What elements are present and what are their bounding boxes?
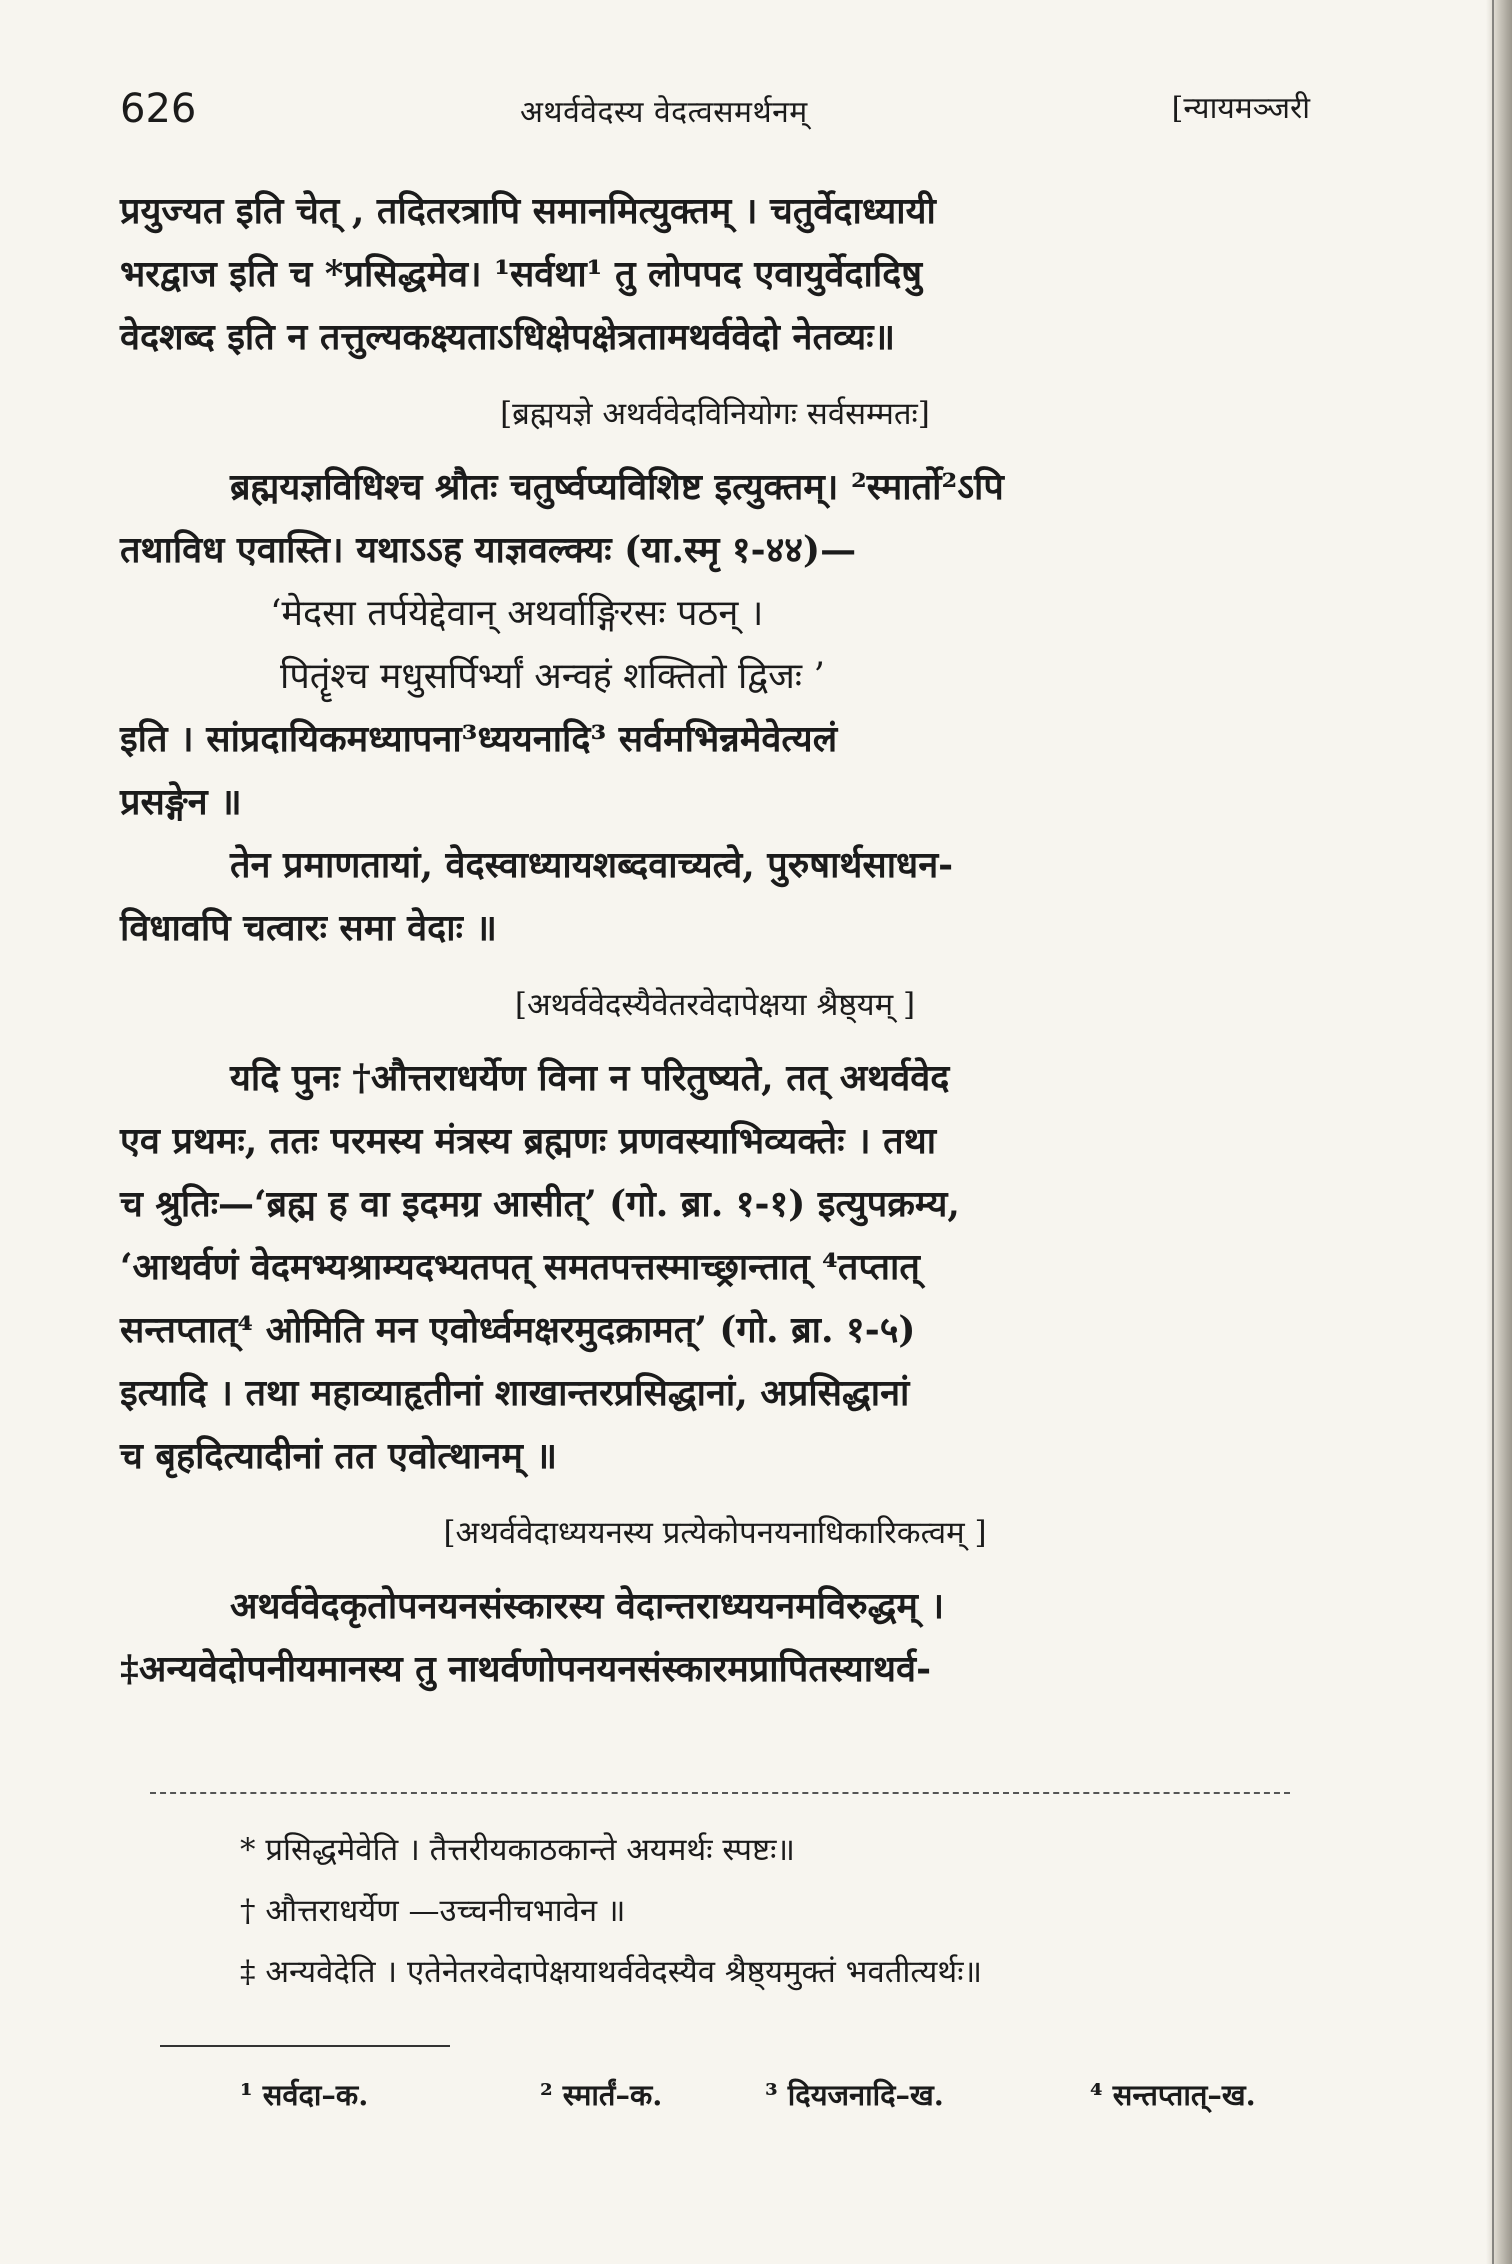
paragraph-5 [120, 1047, 1310, 1488]
footnotes [240, 1820, 1310, 2003]
variant-4: ⁴ सन्तप्तात्–ख. [1090, 2078, 1256, 2112]
running-title: अथर्ववेदस्य वेदत्वसमर्थनम् [520, 95, 808, 130]
verse-line-2: पितॄंश्च मधुसर्पिर्भ्यां अन्वहं शक्तितो द्विजः ’ [280, 656, 825, 697]
main-text [120, 180, 1310, 1701]
section-heading-1: [ब्रह्मयज्ञे अथर्ववेदविनियोगः सर्वसम्मतः] [500, 396, 930, 432]
variant-readings [240, 2075, 1300, 2125]
page-header [120, 86, 1310, 146]
paragraph-1 [120, 180, 1310, 369]
variant-2: ² स्मार्तं–क. [540, 2078, 663, 2112]
text-line: भरद्वाज इति च *प्रसिद्धमेव। ¹सर्वथा¹ तु लोपपद एवायुर्वेदादिषु [120, 253, 923, 295]
paragraph-2 [120, 456, 1310, 582]
variant-divider [160, 2045, 450, 2047]
text-line: अथर्ववेदकृतोपनयनसंस्कारस्य वेदान्तराध्ययनमविरुद्धम् । [230, 1585, 945, 1627]
text-line: ‘आथर्वणं वेदमभ्यश्राम्यदभ्यतपत् समतपत्तस्माच्छ्रान्तात् ⁴तप्तात् [120, 1246, 920, 1288]
text-line: एव प्रथमः, ततः परमस्य मंत्रस्य ब्रह्मणः प्रणवस्याभिव्यक्तेः । तथा [120, 1120, 937, 1162]
page-gutter [1486, 0, 1512, 2264]
text-line: वेदशब्द इति न तत्तुल्यकक्ष्यताऽधिक्षेपक्षेत्रतामथर्ववेदो नेतव्यः॥ [120, 316, 896, 358]
page-number: 626 [120, 86, 197, 132]
paragraph-3 [120, 708, 1310, 834]
footnote-double-dagger: ‡ अन्यवेदेति । एतेनेतरवेदापेक्षयाथर्ववेदस्यैव श्रैष्ठ्यमुक्तं भवतीत्यर्थः॥ [240, 1954, 983, 1990]
text-line: इति । सांप्रदायिकमध्यापना³ध्ययनादि³ सर्वमभिन्नमेवेत्यलं [120, 718, 838, 760]
running-book-title: [न्यायमञ्जरी [1171, 91, 1310, 126]
text-line: ब्रह्मयज्ञविधिश्च श्रौतः चतुर्ष्वप्यविशिष्ट इत्युक्तम्। ²स्मार्तो²ऽपि [230, 466, 1004, 508]
text-line: प्रसङ्गेन ॥ [120, 781, 242, 823]
text-line: प्रयुज्यत इति चेत् , तदितरत्रापि समानमित्युक्तम् । चतुर्वेदाध्यायी [120, 190, 936, 232]
text-line: च श्रुतिः—‘ब्रह्म ह वा इदमग्र आसीत्’ (गो. ब्रा. १-१) इत्युपक्रम्य, [120, 1183, 960, 1225]
page-edge-line [1492, 0, 1494, 2264]
text-line: सन्तप्तात्⁴ ओमिति मन एवोर्ध्वमक्षरमुदक्रामत्’ (गो. ब्रा. १-५) [120, 1309, 916, 1351]
text-line: यदि पुनः †औत्तराधर्येण विना न परितुष्यते, तत् अथर्ववेद [230, 1057, 950, 1099]
text-line: तथाविध एवास्ति। यथाऽऽह याज्ञवल्क्यः (या.स्मृ १-४४)— [120, 529, 857, 571]
section-heading-3: [अथर्ववेदाध्ययनस्य प्रत्येकोपनयनाधिकारिकत्वम् ] [443, 1515, 987, 1551]
section-heading-2: [अथर्ववेदस्यैवेतरवेदापेक्षया श्रैष्ठ्यम् ] [514, 987, 916, 1023]
variant-1: ¹ सर्वदा–क. [240, 2078, 369, 2112]
variant-3: ³ दियजनादि–ख. [765, 2078, 944, 2112]
footnote-divider [150, 1792, 1290, 1794]
text-line: इत्यादि । तथा महाव्याहृतीनां शाखान्तरप्रसिद्धानां, अप्रसिद्धानां [120, 1372, 910, 1414]
text-line: तेन प्रमाणतायां, वेदस्वाध्यायशब्दवाच्यत्वे, पुरुषार्थसाधन- [230, 844, 954, 886]
footnote-asterisk: * प्रसिद्धमेवेति । तैत्तरीयकाठकान्ते अयमर्थः स्पष्टः॥ [240, 1832, 795, 1868]
paragraph-4 [120, 834, 1310, 960]
paragraph-6 [120, 1575, 1310, 1701]
text-line: ‡अन्यवेदोपनीयमानस्य तु नाथर्वणोपनयनसंस्कारमप्रापितस्याथर्व- [120, 1648, 932, 1690]
text-line: विधावपि चत्वारः समा वेदाः ॥ [120, 907, 497, 949]
footnote-dagger: † औत्तराधर्येण —उच्चनीचभावेन ॥ [240, 1893, 626, 1929]
text-line: च बृहदित्यादीनां तत एवोत्थानम् ॥ [120, 1435, 558, 1477]
verse-line-1: ‘मेदसा तर्पयेद्देवान् अथर्वाङ्गिरसः पठन् । [270, 593, 764, 634]
